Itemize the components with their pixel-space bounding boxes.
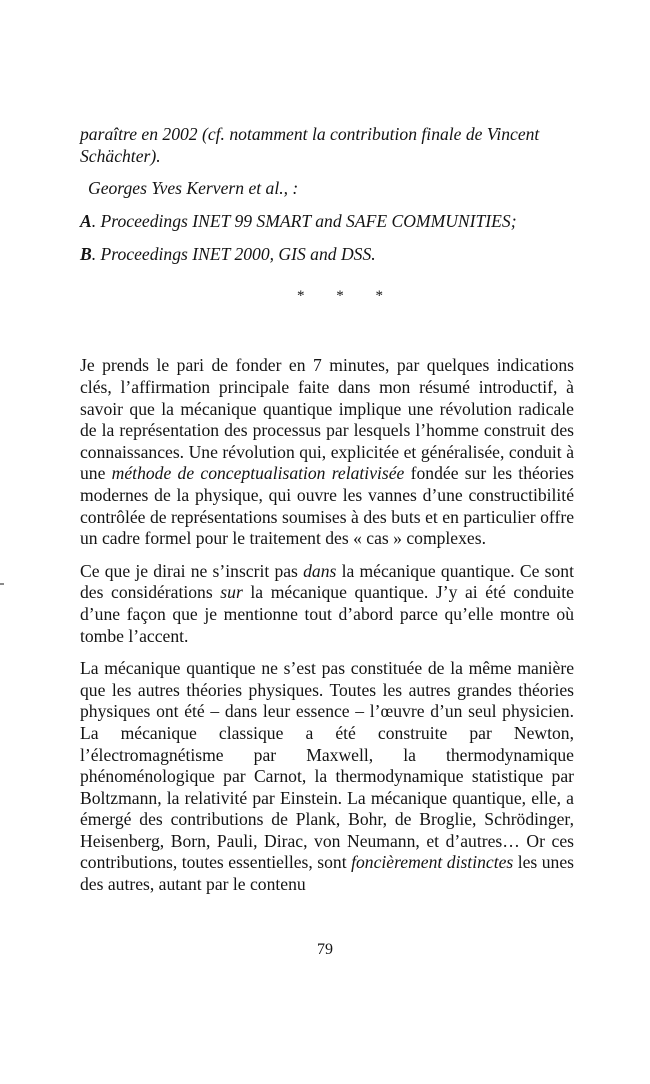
paragraph-3-text-a: La mécanique quantique ne s’est pas constituée de la même manière que les autres théories physiques. Toutes les autres grandes théories physiques ont été – dans leur essence – l’œuvre d’un seul physicien. La mécanique classique a été construite par Newton, l’électromagnétisme par Maxwell, la thermodynamique phénoménologique par Carnot, la thermodynamique statistique par Boltzmann, la relativité par Einstein. La mécanique quantique, elle, a émergé des contributions de Plank, Bohr, de Broglie, Schrödinger, Heisenberg, Born, Pauli, Dirac, von Neumann, et d’autres… Or ces contributions, toutes essentielles, sont <box>80 658 574 873</box>
intro-line-2: Schächter). <box>80 145 161 166</box>
paragraph-2-emphasis-2: sur <box>220 582 243 603</box>
reference-item-b <box>80 243 574 265</box>
reference-item-b-letter: B <box>80 244 92 265</box>
reference-item-a-letter: A <box>80 211 92 232</box>
paragraph-2 <box>80 561 574 647</box>
reference-item-b-text: . Proceedings INET 2000, GIS and DSS. <box>91 244 376 265</box>
paragraph-1-text-a: Je prends le pari de fonder en 7 minutes, par quelques indications clés, l’affirmation principale faite dans mon résumé introductif, à savoir que la mécanique quantique implique une révolution radicale de la représentation des processus par lesquels l’homme construit des connaissances. Une révolution qui, explicitée et généralisée, conduit à une <box>80 355 574 484</box>
reference-item-a <box>80 210 574 232</box>
paragraph-3-text-b: les unes des autres, autant par le contenu <box>80 852 575 895</box>
section-separator: * * * <box>297 288 397 305</box>
paragraph-1-text-b: fondée sur les théories modernes de la physique, qui ouvre les vannes d’une constructibilité contrôlée de représentations soumises à des buts et en particulier offre un cadre formel pour le traitement des « cas » complexes. <box>80 463 575 549</box>
margin-mark <box>0 583 4 585</box>
reference-author: Georges Yves Kervern et al., : <box>88 178 299 199</box>
intro-line-1: paraître en 2002 (cf. notamment la contribution finale de Vincent <box>80 124 540 144</box>
reference-item-a-text: . Proceedings INET 99 SMART and SAFE COMMUNITIES; <box>91 211 517 232</box>
paragraph-2-emphasis-1: dans <box>303 560 337 581</box>
paragraph-2-text-b: la mécanique quantique. Ce sont des considérations <box>80 560 574 603</box>
paragraph-2-text-a: Ce que je dirai ne s’inscrit pas <box>80 560 304 581</box>
page-body <box>80 124 574 896</box>
paragraph-3-emphasis: foncièrement distinctes <box>351 852 514 873</box>
page-number: 79 <box>317 941 333 958</box>
paragraph-1 <box>80 355 574 549</box>
paragraph-2-text-c: la mécanique quantique. J’y ai été conduite d’une façon que je mentionne tout d’abord parce qu’elle montre où tombe l’accent. <box>80 582 574 646</box>
paragraph-3 <box>80 658 574 896</box>
paragraph-1-emphasis: méthode de conceptualisation relativisée <box>111 463 405 484</box>
